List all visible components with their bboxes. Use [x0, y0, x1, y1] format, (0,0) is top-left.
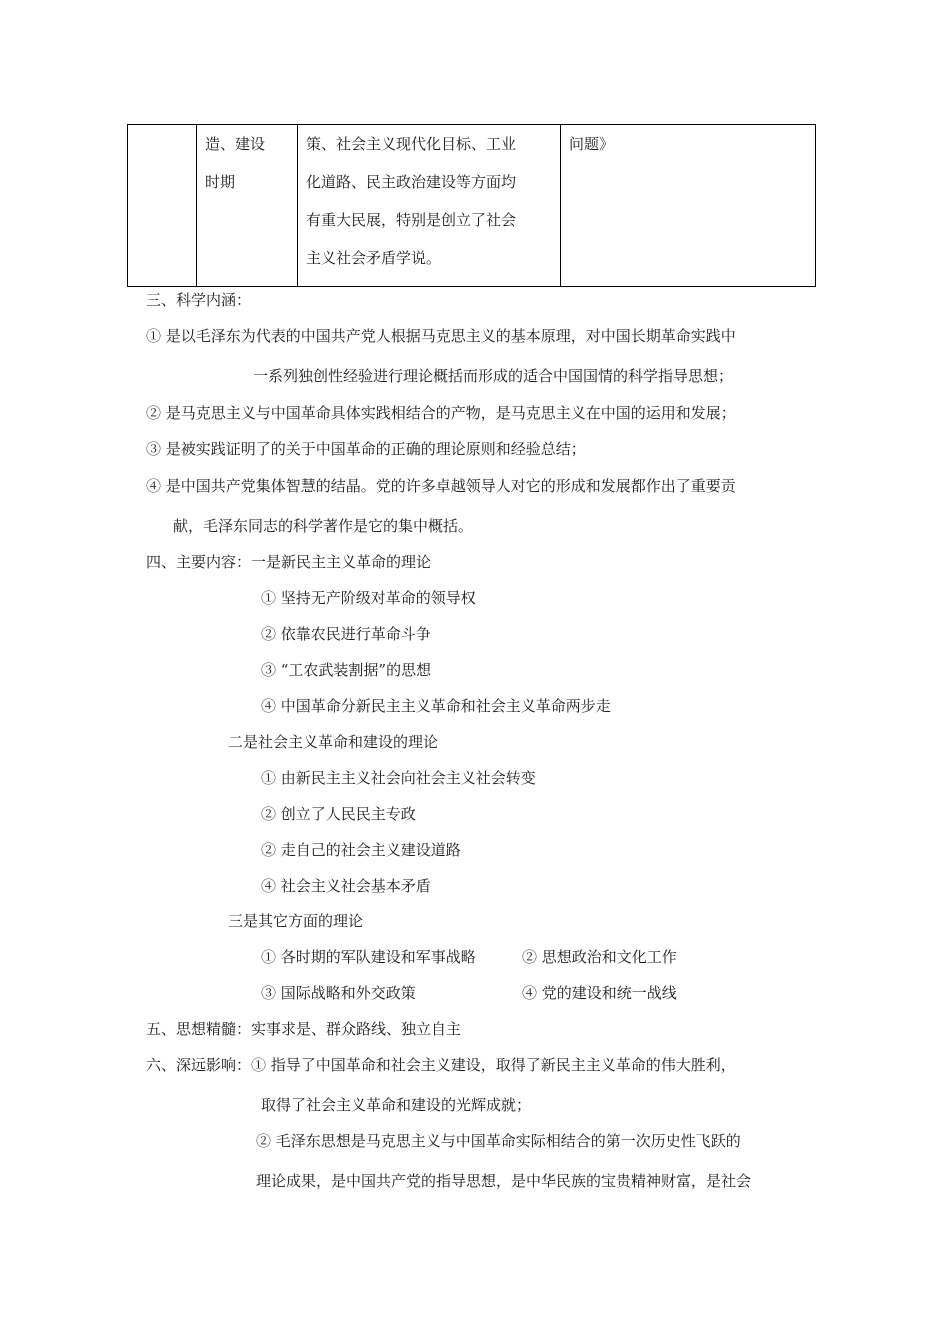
contribution-line: 策、社会主义现代化目标、工业	[306, 135, 517, 153]
section-6-line-4: 理论成果，是中国共产党的指导思想，是中华民族的宝贵精神财富，是社会	[256, 1172, 752, 1190]
section-4-part-2-heading: 二是社会主义革命和建设的理论	[228, 733, 439, 751]
section-4-heading: 四、主要内容：一是新民主主义革命的理论	[146, 553, 432, 571]
list-item: ① 各时期的军队建设和军事战略	[261, 948, 476, 966]
period-name-line: 时期	[205, 173, 236, 191]
contribution-line: 化道路、民主政治建设等方面均	[306, 173, 517, 191]
list-item: ④ 中国革命分新民主主义革命和社会主义革命两步走	[261, 697, 611, 715]
list-item: ② 走自己的社会主义建设道路	[261, 841, 461, 859]
list-item: ② 创立了人民民主专政	[261, 805, 416, 823]
section-4-part-3-heading: 三是其它方面的理论	[228, 912, 364, 930]
section-5-text: 五、思想精髓：实事求是、群众路线、独立自主	[146, 1020, 462, 1038]
works-line: 问题》	[569, 135, 615, 153]
section-3-item-2: ② 是马克思主义与中国革命具体实践相结合的产物，是马克思主义在中国的运用和发展；	[146, 404, 736, 422]
period-name-line: 造、建设	[205, 135, 266, 153]
section-6-line-3: ② 毛泽东思想是马克思主义与中国革命实际相结合的第一次历史性飞跃的	[256, 1132, 741, 1150]
table-cell-period-name	[197, 125, 298, 287]
contribution-line: 主义社会矛盾学说。	[306, 249, 442, 267]
section-3-heading: 三、科学内涵：	[146, 291, 252, 309]
list-item: ① 坚持无产阶级对革命的领导权	[261, 589, 476, 607]
section-6-line-1: 六、深远影响：① 指导了中国革命和社会主义建设，取得了新民主主义革命的伟大胜利，	[146, 1056, 736, 1074]
table-row	[128, 125, 816, 287]
list-item: ② 思想政治和文化工作	[522, 948, 677, 966]
table-cell-contribution	[298, 125, 561, 287]
section-3-item-1: ① 是以毛泽东为代表的中国共产党人根据马克思主义的基本原理，对中国长期革命实践中	[146, 327, 736, 345]
period-table	[127, 124, 816, 287]
list-item: ④ 社会主义社会基本矛盾	[261, 877, 431, 895]
list-item: ③ 国际战略和外交政策	[261, 984, 416, 1002]
table-cell-period-index	[128, 125, 197, 287]
section-3-item-4-cont: 献，毛泽东同志的科学著作是它的集中概括。	[173, 517, 474, 535]
contribution-line: 有重大民展，特别是创立了社会	[306, 211, 517, 229]
section-3-item-4: ④ 是中国共产党集体智慧的结晶。党的许多卓越领导人对它的形成和发展都作出了重要贡	[146, 477, 736, 495]
table-cell-works	[561, 125, 816, 287]
list-item: ③ “工农武装割据”的思想	[261, 661, 432, 679]
section-6-line-2: 取得了社会主义革命和建设的光辉成就；	[261, 1096, 532, 1114]
section-3-item-1-cont: 一系列独创性经验进行理论概括而形成的适合中国国情的科学指导思想；	[253, 367, 734, 385]
section-3-item-3: ③ 是被实践证明了的关于中国革命的正确的理论原则和经验总结；	[146, 440, 586, 458]
list-item: ④ 党的建设和统一战线	[522, 984, 677, 1002]
list-item: ② 依靠农民进行革命斗争	[261, 625, 431, 643]
list-item: ① 由新民主主义社会向社会主义社会转变	[261, 769, 536, 787]
